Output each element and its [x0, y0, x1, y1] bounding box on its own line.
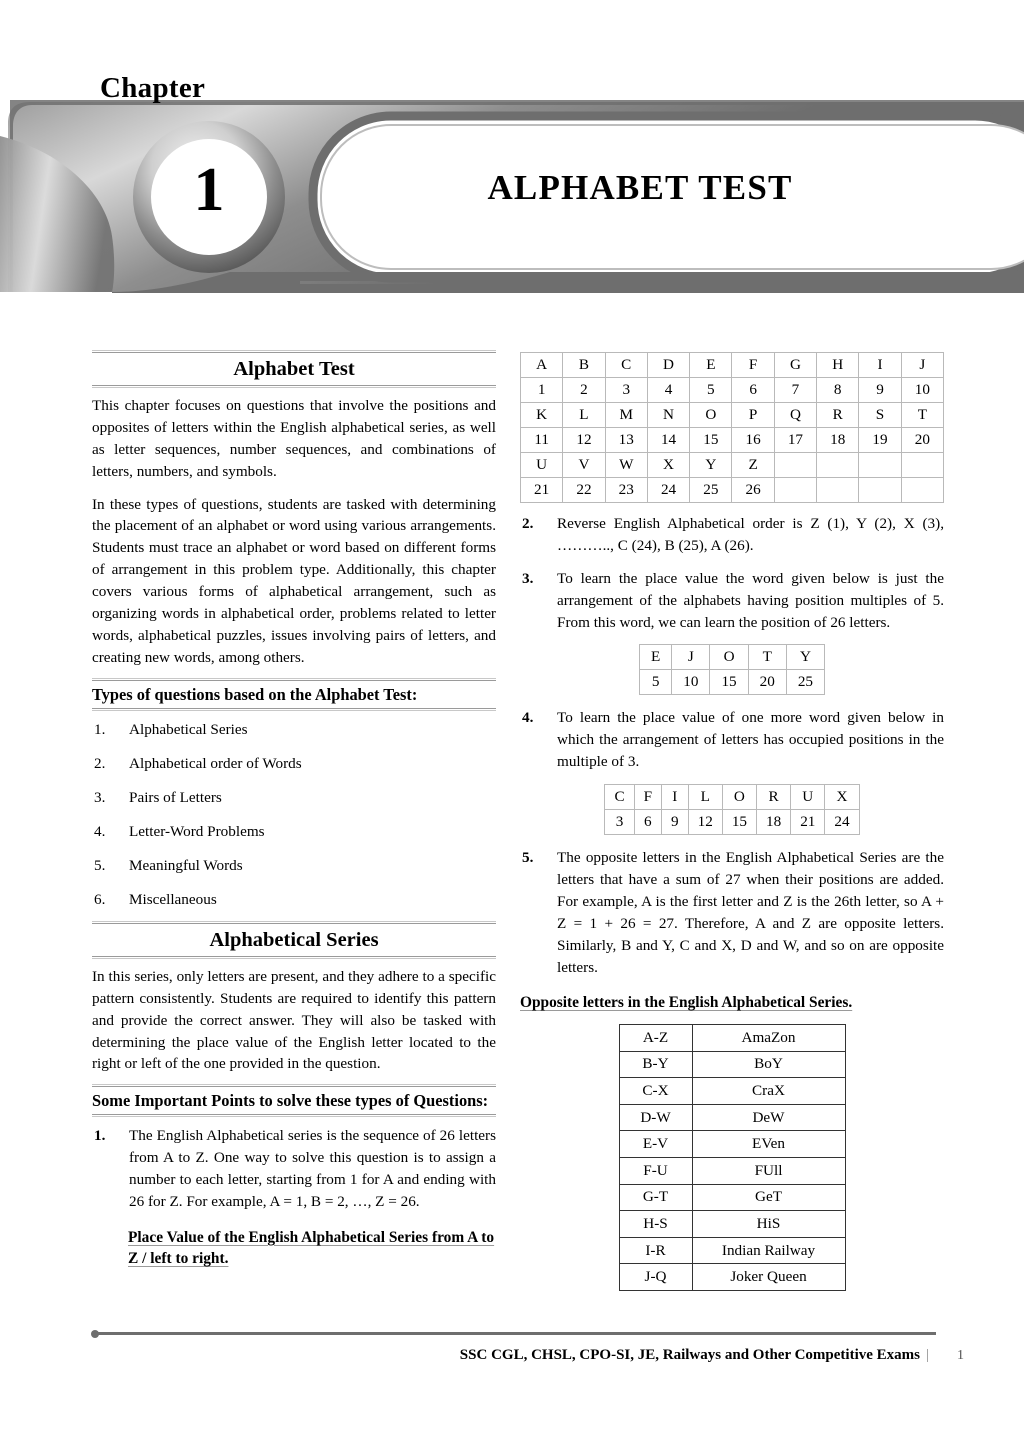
- table-cell-pair: H-S: [619, 1211, 692, 1238]
- page-title: ALPHABET TEST: [487, 168, 793, 207]
- table-cell: 20: [748, 670, 786, 695]
- table-row: [619, 1158, 845, 1185]
- table-cell: M: [605, 403, 647, 428]
- list-item-label: Alphabetical Series: [129, 720, 248, 738]
- list-item: [92, 719, 496, 741]
- table-cell: R: [757, 785, 791, 810]
- table-cell: G: [774, 353, 816, 378]
- list-item: [92, 855, 496, 877]
- table-cell: 3: [605, 378, 647, 403]
- table-cell: 19: [859, 428, 901, 453]
- table-row: [619, 1104, 845, 1131]
- table-row: [619, 1078, 845, 1105]
- table-cell-pair: C-X: [619, 1078, 692, 1105]
- table-cell: L: [563, 403, 605, 428]
- important-points-heading: Some Important Points to solve these types of Questions:: [92, 1086, 496, 1115]
- table-cell: F: [732, 353, 774, 378]
- table-row: [619, 1025, 845, 1052]
- list-item: [92, 1125, 496, 1213]
- table-cell: C: [605, 353, 647, 378]
- table-cell-word: HiS: [692, 1211, 845, 1238]
- table-cell: 18: [757, 810, 791, 835]
- table-cell: 9: [859, 378, 901, 403]
- table-cell: 12: [688, 810, 722, 835]
- intro-paragraph-2: In these types of questions, students are tasked with determining the placement of an alphabet or word using various arrangements. Students must trace an alphabet or word based on different forms of arrangement in this problem type. Additionally, this chapter covers various forms of alphabetical arrangement, such as organizing words in alphabetical order, problems related to letter words, alphabetical puzzles, issues involving pairs of letters, and creating new words, among others.: [92, 495, 496, 666]
- left-column: [92, 352, 496, 1280]
- table-cell: 6: [634, 810, 661, 835]
- table-cell: U: [791, 785, 825, 810]
- list-item-number: 6.: [94, 890, 106, 908]
- table-row: [521, 353, 944, 378]
- table-cell-pair: A-Z: [619, 1025, 692, 1052]
- footer-rule: [94, 1332, 936, 1335]
- table-cell: 22: [563, 478, 605, 503]
- table-cell: 10: [672, 670, 710, 695]
- table-row: [521, 478, 944, 503]
- table-cell: 7: [774, 378, 816, 403]
- table-cell: A: [521, 353, 563, 378]
- important-points-list: [92, 1125, 496, 1213]
- table-cell-pair: E-V: [619, 1131, 692, 1158]
- table-row: [605, 785, 859, 810]
- place-value-heading: Place Value of the English Alphabetical Series from A to Z / left to right.: [128, 1228, 495, 1268]
- table-row: [619, 1051, 845, 1078]
- table-cell: S: [859, 403, 901, 428]
- list-item-label: Letter-Word Problems: [129, 822, 265, 840]
- table-cell: 16: [732, 428, 774, 453]
- list-item-number: 2.: [94, 754, 106, 772]
- footer-separator: |: [925, 1347, 929, 1363]
- table-cell: X: [825, 785, 859, 810]
- table-row: [521, 453, 944, 478]
- list-item-number: 5.: [522, 849, 534, 867]
- table-cell: [774, 453, 816, 478]
- table-cell: 2: [563, 378, 605, 403]
- table-cell: U: [521, 453, 563, 478]
- opposite-letters-table: [619, 1024, 846, 1291]
- table-cell: 5: [690, 378, 732, 403]
- list-item-label: Miscellaneous: [129, 890, 217, 908]
- list-item-label: Pairs of Letters: [129, 788, 222, 806]
- table-cell: 26: [732, 478, 774, 503]
- table-row: [619, 1131, 845, 1158]
- table-cell: O: [722, 785, 756, 810]
- footer-exam-label: SSC CGL, CHSL, CPO-SI, JE, Railways and Other Competitive Exams: [459, 1347, 920, 1363]
- table-cell: 8: [817, 378, 859, 403]
- table-cell: 10: [901, 378, 943, 403]
- table-row: [639, 670, 824, 695]
- alphabet-place-value-table: [520, 352, 944, 503]
- list-item-text: To learn the place value the word given below is just the arrangement of the alphabets having position multiples of 5. From this word, we can learn the position of 26 letters.: [557, 569, 944, 631]
- list-item-text: To learn the place value of one more word given below in which the arrangement of letters has occupied positions in the multiple of 3.: [557, 709, 944, 771]
- table-cell: J: [901, 353, 943, 378]
- table-cell-word: BoY: [692, 1051, 845, 1078]
- right-points-list: [520, 513, 944, 633]
- table-cell: 6: [732, 378, 774, 403]
- table-cell: Y: [690, 453, 732, 478]
- table-cell: Z: [732, 453, 774, 478]
- table-cell: 25: [690, 478, 732, 503]
- table-cell-word: CraX: [692, 1078, 845, 1105]
- list-item-text: Reverse English Alphabetical order is Z (1), Y (2), X (3), ……….., C (24), B (25), A (26).: [557, 515, 944, 554]
- table-cell: [859, 478, 901, 503]
- table-cell: 25: [786, 670, 824, 695]
- table-cell-pair: D-W: [619, 1104, 692, 1131]
- list-item: [92, 753, 496, 775]
- table-cell: 11: [521, 428, 563, 453]
- right-points-list-2: [520, 707, 944, 773]
- table-cell: L: [688, 785, 722, 810]
- list-item: [92, 821, 496, 843]
- table-cell: H: [817, 353, 859, 378]
- table-row: [605, 810, 859, 835]
- section-title-alphabet-test: Alphabet Test: [92, 352, 496, 386]
- table-cell-pair: F-U: [619, 1158, 692, 1185]
- table-row: [619, 1264, 845, 1291]
- table-cell: [859, 453, 901, 478]
- table-cell-word: Joker Queen: [692, 1264, 845, 1291]
- table-cell: O: [690, 403, 732, 428]
- table-cell: [901, 478, 943, 503]
- table-cell: Y: [786, 645, 824, 670]
- table-cell: N: [647, 403, 689, 428]
- table-cell: 13: [605, 428, 647, 453]
- table-cell: O: [710, 645, 748, 670]
- table-row: [521, 403, 944, 428]
- cfilorux-table: [604, 784, 859, 835]
- table-cell: 21: [791, 810, 825, 835]
- table-cell: [817, 453, 859, 478]
- table-cell: 18: [817, 428, 859, 453]
- table-row: [619, 1184, 845, 1211]
- list-item-number: 2.: [522, 515, 534, 532]
- types-of-questions-list: [92, 719, 496, 911]
- table-cell: [901, 453, 943, 478]
- table-cell: J: [672, 645, 710, 670]
- table-cell: T: [901, 403, 943, 428]
- table-cell: Q: [774, 403, 816, 428]
- ejoty-table: [639, 644, 825, 695]
- list-item-text: The English Alphabetical series is the sequence of 26 letters from A to Z. One way to solve this question is to assign a number to each letter, starting from 1 for A and ending with 26 for Z. For example, A = 1, B = 2, …, Z = 26.: [129, 1127, 496, 1210]
- right-column: [520, 352, 944, 1291]
- table-cell-pair: B-Y: [619, 1051, 692, 1078]
- table-row: [521, 428, 944, 453]
- list-item-number: 1.: [94, 720, 106, 738]
- table-cell-word: AmaZon: [692, 1025, 845, 1052]
- table-cell: 1: [521, 378, 563, 403]
- list-item-number: 5.: [94, 856, 106, 874]
- table-cell: K: [521, 403, 563, 428]
- table-cell-word: DeW: [692, 1104, 845, 1131]
- list-item: [520, 847, 944, 978]
- table-cell: F: [634, 785, 661, 810]
- chapter-word: Chapter: [100, 72, 206, 104]
- table-cell: 24: [825, 810, 859, 835]
- table-cell: 17: [774, 428, 816, 453]
- list-item-label: Meaningful Words: [129, 856, 243, 874]
- table-cell: [817, 478, 859, 503]
- table-cell: 4: [647, 378, 689, 403]
- table-cell: 21: [521, 478, 563, 503]
- list-item-number: 3.: [522, 569, 534, 587]
- list-item-number: 4.: [94, 822, 106, 840]
- table-cell-word: GeT: [692, 1184, 845, 1211]
- table-cell: 12: [563, 428, 605, 453]
- table-row: [619, 1237, 845, 1264]
- table-cell-word: FUll: [692, 1158, 845, 1185]
- table-cell-pair: G-T: [619, 1184, 692, 1211]
- table-cell: 5: [639, 670, 671, 695]
- table-cell: 23: [605, 478, 647, 503]
- chapter-number: 1: [193, 156, 225, 224]
- table-cell: 14: [647, 428, 689, 453]
- table-cell: R: [817, 403, 859, 428]
- table-cell: E: [639, 645, 671, 670]
- right-points-list-3: [520, 847, 944, 978]
- list-item-label: Alphabetical order of Words: [129, 754, 302, 772]
- list-item-number: 4.: [522, 709, 534, 727]
- list-item-number: 1.: [94, 1127, 106, 1145]
- table-cell: [774, 478, 816, 503]
- table-cell: W: [605, 453, 647, 478]
- table-row: [521, 378, 944, 403]
- opposite-letters-heading: Opposite letters in the English Alphabetical Series.: [520, 994, 853, 1012]
- table-row: [619, 1211, 845, 1238]
- table-cell: 9: [662, 810, 689, 835]
- section-title-alphabetical-series: Alphabetical Series: [92, 923, 496, 957]
- list-item: [520, 707, 944, 773]
- series-paragraph: In this series, only letters are present, and they adhere to a specific pattern consistently. Students are required to identify this pattern and provide the correct answer. They will also be tasked with determining the place value of the English letter located to the right or left of the one provided in the question.: [92, 967, 496, 1073]
- table-cell: T: [748, 645, 786, 670]
- table-row: [639, 645, 824, 670]
- table-cell: X: [647, 453, 689, 478]
- table-cell-pair: J-Q: [619, 1264, 692, 1291]
- types-of-questions-heading: Types of questions based on the Alphabet Test:: [92, 680, 496, 709]
- table-cell: C: [605, 785, 634, 810]
- table-cell: E: [690, 353, 732, 378]
- table-cell: I: [662, 785, 689, 810]
- intro-paragraph-1: This chapter focuses on questions that involve the positions and opposites of letters within the English alphabetical series, as well as letter sequences, number sequences, and combinations of letters, numbers, and symbols.: [92, 397, 496, 480]
- table-cell: D: [647, 353, 689, 378]
- footer-text: [460, 1347, 936, 1364]
- table-cell: I: [859, 353, 901, 378]
- table-cell: 20: [901, 428, 943, 453]
- table-cell-word: Indian Railway: [692, 1237, 845, 1264]
- table-cell: 15: [690, 428, 732, 453]
- list-item-number: 3.: [94, 788, 106, 806]
- table-cell: B: [563, 353, 605, 378]
- table-cell: V: [563, 453, 605, 478]
- table-cell: 15: [722, 810, 756, 835]
- page-number: 1: [957, 1348, 964, 1363]
- list-item-text: The opposite letters in the English Alphabetical Series are the letters that have a sum of 27 when their positions are added. For example, A is the first letter and Z is the 26th letter, so A + Z = 1 + 26 = 27. Therefore, A and Z are opposite letters. Similarly, B and Y, C and X, D and W, and so on are opposite letters.: [557, 849, 944, 976]
- table-cell-word: EVen: [692, 1131, 845, 1158]
- list-item: [520, 568, 944, 634]
- list-item: [92, 889, 496, 911]
- table-cell-pair: I-R: [619, 1237, 692, 1264]
- table-cell: 3: [605, 810, 634, 835]
- table-cell: 15: [710, 670, 748, 695]
- list-item: [92, 787, 496, 809]
- table-cell: 24: [647, 478, 689, 503]
- list-item: [520, 513, 944, 557]
- table-cell: P: [732, 403, 774, 428]
